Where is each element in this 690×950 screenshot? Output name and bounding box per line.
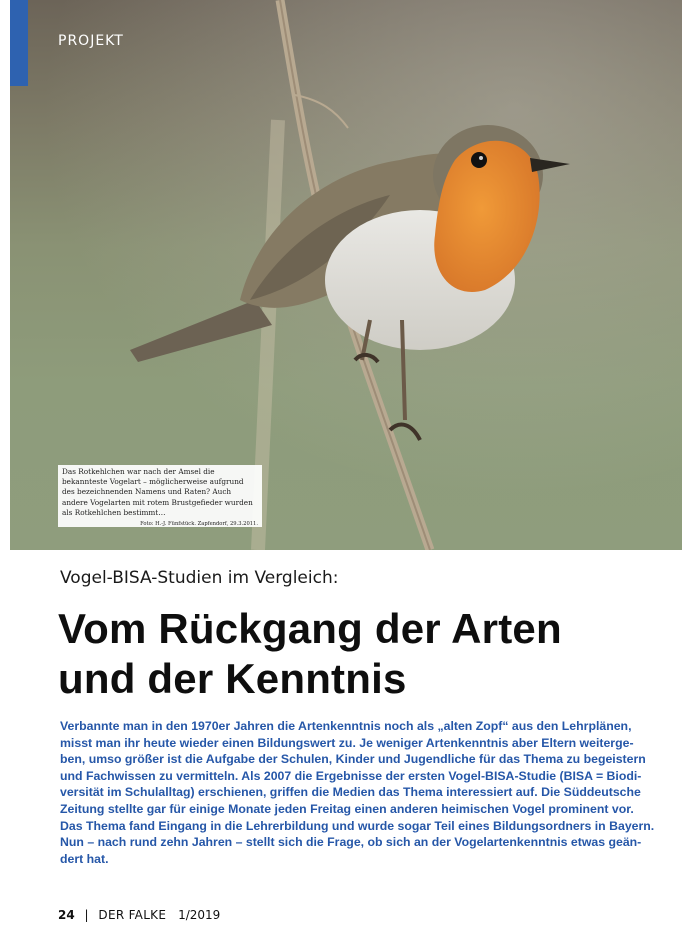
photo-credit: Foto: H.-J. Fünfstück. Zapfendorf, 29.3.2011. xyxy=(140,521,258,528)
lead-line: misst man ihr heute wieder einen Bildungswert zu. Je weniger Artenkenntnis aber Eltern weiterge- xyxy=(60,735,634,750)
lead-line: Nun – nach rund zehn Jahren – stellt sich die Frage, ob sich an der Vogelartenkenntnis etwas geän- xyxy=(60,835,642,850)
article-headline xyxy=(58,604,658,704)
section-label: PROJEKT xyxy=(58,33,124,49)
lead-line: Das Thema fand Eingang in die Lehrerbildung und wurde sogar Teil eines Bildungsordners in Bayern. xyxy=(60,818,655,833)
headline-line: Vom Rückgang der Arten xyxy=(58,605,562,652)
magazine-name: DER FALKE xyxy=(98,908,167,922)
footer-separator: | xyxy=(84,908,89,922)
page-number: 24 xyxy=(58,908,75,922)
section-accent-bar xyxy=(10,0,28,86)
headline-line: und der Kenntnis xyxy=(58,655,407,702)
caption-text: Das Rotkehlchen war nach der Amsel die bekannteste Vogelart – möglicherweise aufgrund des bezeichnenden Namens und Raten? Auch andere Vogelarten mit rotem Brustgefieder wurden als Rotkehlchen bestimmt… xyxy=(62,467,253,517)
article-lead xyxy=(60,718,655,867)
lead-line: dert hat. xyxy=(60,851,109,866)
lead-line: Zeitung stellte gar für einige Monate jeden Freitag einen anderen heimischen Vogel prominent vor. xyxy=(60,801,634,816)
page-footer xyxy=(58,908,220,922)
issue-number: 1/2019 xyxy=(178,908,221,922)
article-subtitle: Vogel-BISA-Studien im Vergleich: xyxy=(60,568,339,588)
photo-caption xyxy=(58,465,262,527)
lead-line: Verbannte man in den 1970er Jahren die Artenkenntnis noch als „alten Zopf“ aus den Lehrplänen, xyxy=(60,719,632,733)
lead-line: versität im Schulalltag) erschienen, griffen die Medien das Thema interessiert auf. Die Süddeutsche xyxy=(60,785,641,800)
lead-line: und Fachwissen zu vermitteln. Als 2007 die Ergebnisse der ersten Vogel-BISA-Studie (BISA = Biodi- xyxy=(60,768,642,783)
lead-line: ben, umso größer ist die Aufgabe der Schulen, Kinder und Jugendliche für das Thema zu begeistern xyxy=(60,752,646,767)
